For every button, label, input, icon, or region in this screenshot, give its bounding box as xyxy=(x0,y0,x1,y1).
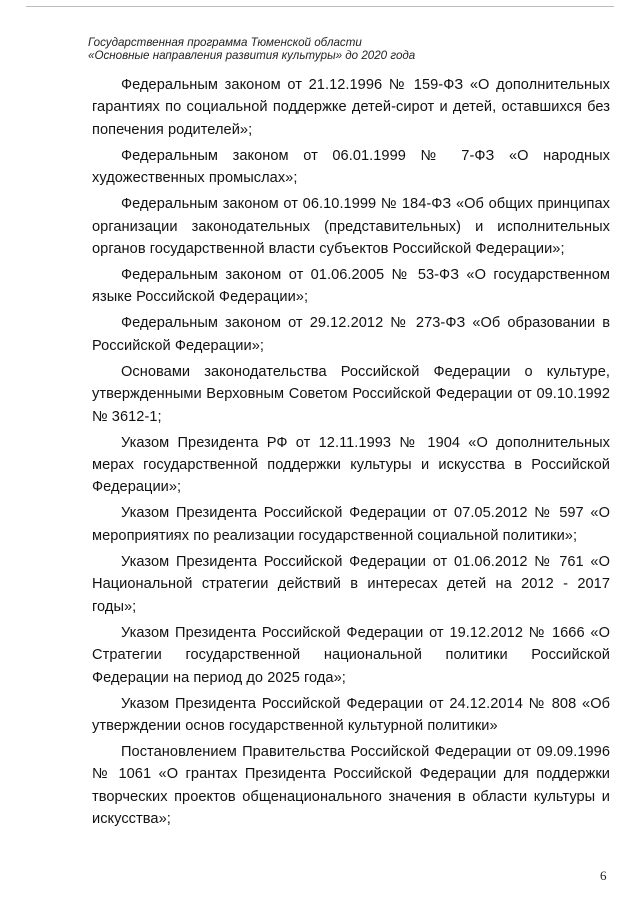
header-line-2: «Основные направления развития культуры» до 2020 года xyxy=(88,49,416,62)
paragraph: Федеральным законом от 29.12.2012 № 273-ФЗ «Об образовании в Российской Федерации»; xyxy=(92,315,610,354)
top-divider xyxy=(26,6,614,7)
paragraph: Постановлением Правительства Российской Федерации от 09.09.1996 № 1061 «О грантах Президента Российской Федерации для поддержки творческих проектов общенационального значения в области культуры и искусства»; xyxy=(92,743,610,828)
header-line-1: Государственная программа Тюменской области xyxy=(88,36,362,49)
paragraph: Указом Президента Российской Федерации от 24.12.2014 № 808 «Об утверждении основ государственной культурной политики» xyxy=(92,695,610,734)
paragraph: Основами законодательства Российской Федерации о культуре, утвержденными Верховным Советом Российской Федерации от 09.10.1992 № 3612-1; xyxy=(92,363,610,425)
page-number: 6 xyxy=(600,868,607,883)
paragraph: Указом Президента Российской Федерации от 07.05.2012 № 597 «О мероприятиях по реализации государственной социальной политики»; xyxy=(92,505,610,544)
document-body xyxy=(92,74,610,834)
paragraph: Федеральным законом от 01.06.2005 № 53-ФЗ «О государственном языке Российской Федерации»; xyxy=(92,267,610,306)
paragraph: Федеральным законом от 06.01.1999 № 7-ФЗ «О народных художественных промыслах»; xyxy=(92,147,610,187)
paragraph: Указом Президента Российской Федерации от 19.12.2012 № 1666 «О Стратегии государственной национальной политики Российской Федерации на период до 2025 года»; xyxy=(92,624,610,686)
paragraph: Федеральным законом от 06.10.1999 № 184-ФЗ «Об общих принципах организации законодательных (представительных) и исполнительных органов государственной власти субъектов Российской Федерации»; xyxy=(92,196,610,258)
paragraph: Федеральным законом от 21.12.1996 № 159-ФЗ «О дополнительных гарантиях по социальной поддержке детей-сирот и детей, оставшихся без попечения родителей»; xyxy=(92,77,610,138)
paragraph: Указом Президента Российской Федерации от 01.06.2012 № 761 «О Национальной стратегии действий в интересах детей на 2012 - 2017 годы»; xyxy=(92,553,610,615)
running-header xyxy=(88,36,568,62)
paragraph: Указом Президента РФ от 12.11.1993 № 1904 «О дополнительных мерах государственной поддержки культуры и искусства в Российской Федерации»; xyxy=(92,434,610,496)
